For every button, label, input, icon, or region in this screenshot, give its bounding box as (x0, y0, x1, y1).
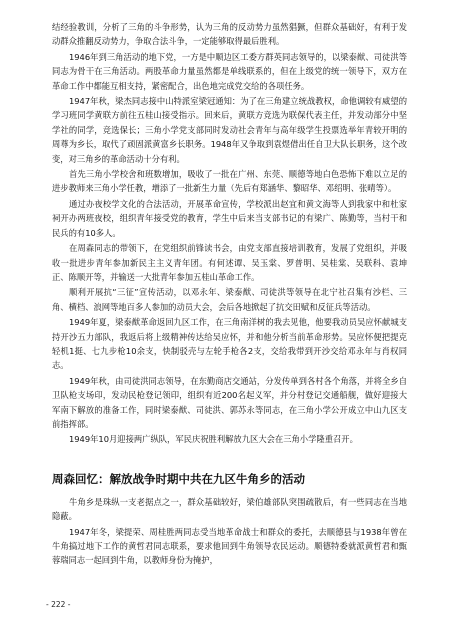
paragraph: 1949年10月迎接两广纵队，军民庆祝胜利解放九区大会在三角小学隆重召开。 (69, 434, 358, 445)
paragraph: 通过办夜校学文化的合法活动，开展革命宣传，学校派出赵宜和黄文海等人到我家中和杜家祠开办两班夜校，组织青年接受党的教育，学生中后来当支部书记的有梁广、陈勤等，当村干和民兵的有10多人。 (52, 198, 407, 238)
paragraph: 牛角乡是珠纵一支老据点之一，群众基础较好，梁伯雄部队突围疏散后，有一些同志在当地隐蔽。 (52, 496, 407, 522)
paragraph: 结经验教训，分析了三角的斗争形势，认为三角的反动势力虽然猖獗，但群众基础好，有利于发动群众推翻反动势力，争取合法斗争，一定能够取得最后胜利。 (52, 22, 407, 47)
page-content (52, 20, 407, 569)
paragraph: 顺利开展抗“三征”宣传活动，以邓永年、梁泰猷、司徒洪等领导在北宁社召集有沙栏、三角、横档、浪网等地百多人参加的动员大会，会后各地掀起了抗交田赋和反征兵等活动。 (52, 287, 407, 312)
paragraph: 1946年到三角活动的地下党，一方是中顺边区工委方群英同志领导的，以梁泰猷、司徒洪等同志为骨干在三角活动。两股革命力量虽然都是单线联系的，但在上级党的统一领导下，双方在革命工作中都能互相支持，紧密配合，出色地完成党交给的各项任务。 (52, 51, 407, 91)
paragraph: 1947年秋，梁杰同志接中山特派室梁冠通知：为了在三角建立统战教权，命他调较有威望的学习班同学黄联方前往五桂山接受指示。回来后，黄联方竞选为联保代表主任，并发动部分中坚学社的同学，竞选保长；三角小学党支部同时发动社会青年与高年级学生投票选举年青较开明的周尊为乡长，取代了顽固派黄富乡长职务。1948年又争取到袁煜借出任自卫大队长职务，这个改变，对三角乡的革命活动十分有利。 (52, 96, 407, 164)
page-number: - 222 - (46, 600, 71, 609)
paragraph: 在周森同志的带领下，在党组织前锋读书会，由党支部直接培训教育，发展了党组织，并吸收一批进步青年参加新民主主义青年团。有何述谭、吴玉棠、罗普明、吴桂棠、吴联科、袁坤正、陈顺开等，并输送一大批青年参加五桂山革命工作。 (52, 243, 407, 282)
paragraph: 1949年秋，由司徒洪同志领导，在东勤商店交通站，分发传单到各村各个角落，并将全乡自卫队枪支场印，发动民枪登记领印，组织有近200名起义军，并分村登记交通船舰，做好迎接大军南下解放的准备工作，同时梁泰猷、司徒洪、郭苏永等同志，在三角小学公开成立中山九区支前指挥部。 (52, 375, 407, 429)
paragraph: 1947年冬，梁提荣、周桂胜两同志受当地革命战士和群众的委托，去顺德县与1938年曾在牛角搞过地下工作的黄哲君同志联系，要求他回到牛角领导农民运动。顺德特委就派黄哲君和甄蓉瑞同志一起回到牛角，以教师身份为掩护， (52, 526, 407, 566)
paragraph: 首先三角小学校舍和班数增加，吸收了一批在广州、东莞、顺德等地白色恐怖下难以立足的进步教师来三角小学任教，增添了一批新生力量（先后有郑涵华、黎昭华、邓绍明、张晴等）。 (52, 169, 407, 194)
section-heading: 周森回忆：解放战争时期中共在九区牛角乡的活动 (52, 471, 305, 486)
paragraph: 1949年夏，梁泰猷革命返回九区工作，在三角南洋树的我去见他，他要我动员吴应怀献城支持开沙五力部队，我返后将上级精神传达给吴应怀，并和他分析当前革命形势。吴应怀便把提克轻机1挺、七九步枪10余支，快制驳壳与左轮手枪各2支，交给我带到开沙交给邓永年与肖权同志。 (52, 317, 407, 371)
